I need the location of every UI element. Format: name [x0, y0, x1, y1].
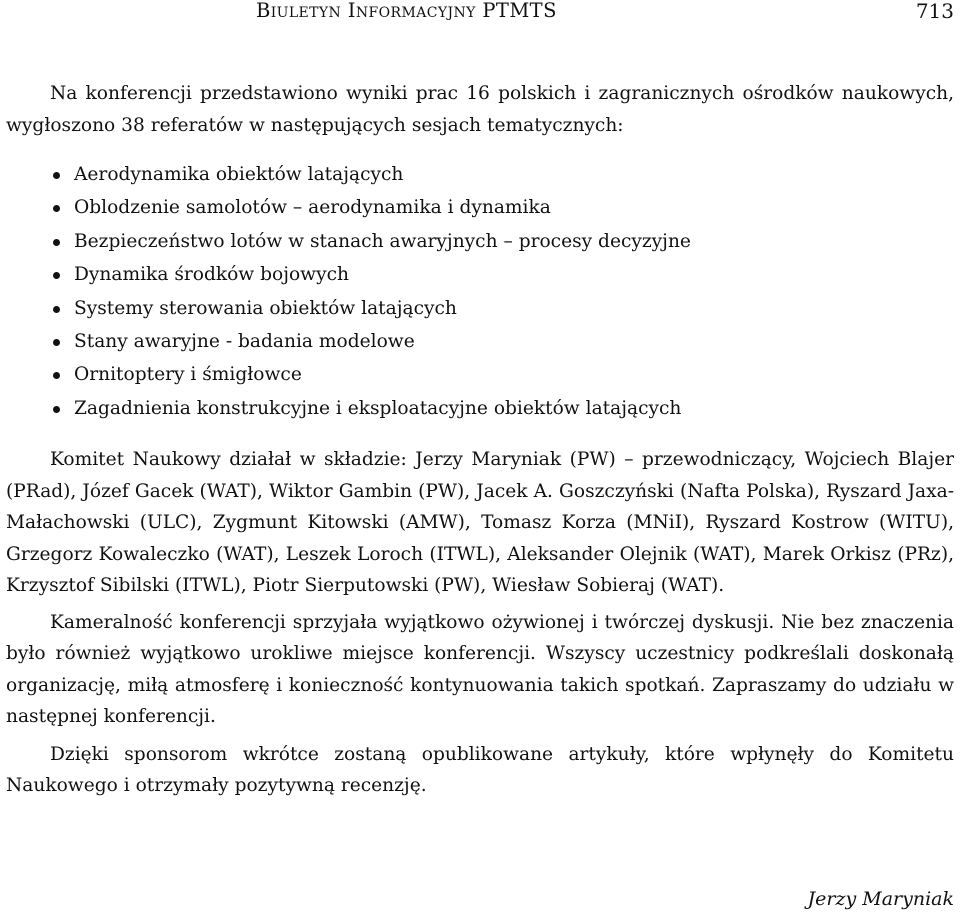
page-number: 713 — [915, 0, 954, 23]
session-topic-list — [6, 158, 954, 425]
session-topic-item — [6, 258, 954, 291]
session-topic-label: Aerodynamika obiektów latających — [74, 164, 404, 185]
bullet-icon — [53, 239, 60, 246]
session-topic-label: Stany awaryjne - badania modelowe — [74, 331, 415, 353]
session-topic-label: Dynamika środków bojowych — [74, 264, 349, 286]
running-header — [6, 0, 954, 26]
session-topic-item — [6, 358, 954, 391]
sponsors-paragraph: Dzięki sponsorom wkrótce zostaną opublikowane artykuły, które wpłynęły do Komitetu Naukowego i otrzymały pozytywną recenzję. — [6, 743, 954, 797]
session-topic-item — [6, 292, 954, 325]
session-topic-label: Oblodzenie samolotów – aerodynamika i dynamika — [74, 197, 551, 219]
committee-paragraph: Komitet Naukowy działał w składzie: Jerzy Maryniak (PW) – przewodniczący, Wojciech Blajer (PRad), Józef Gacek (WAT), Wiktor Gambin (PW), Jacek A. Goszczyński (Nafta Polska), Ryszard Jaxa-Małachowski (ULC), Zygmunt Kitowski (AMW), Tomasz Korza (MNiI), Ryszard Kostrow (WITU), Grzegorz Kowaleczko (WAT), Leszek Loroch (ITWL), Aleksander Olejnik (WAT), Marek Orkisz (PRz), Krzysztof Sibilski (ITWL), Piotr Sierputowski (PW), Wiesław Sobieraj (WAT). — [6, 449, 954, 597]
session-topic-item — [6, 392, 954, 425]
bullet-icon — [53, 406, 60, 413]
session-topic-label: Systemy sterowania obiektów latających — [74, 297, 457, 319]
session-topic-label: Ornitoptery i śmigłowce — [74, 364, 302, 386]
session-topic-item — [6, 158, 954, 191]
session-topic-item — [6, 191, 954, 224]
session-topic-item — [6, 325, 954, 358]
intro-paragraph: Na konferencji przedstawiono wyniki prac 16 polskich i zagranicznych ośrodków naukowych, wygłoszono 38 referatów w następujących sesjach tematycznych: — [6, 83, 954, 136]
author-signature: Jerzy Maryniak — [807, 888, 954, 910]
atmosphere-paragraph: Kameralność konferencji sprzyjała wyjątkowo ożywionej i twórczej dyskusji. Nie bez znaczenia było również wyjątkowo urokliwe miejsce konferencji. Wszyscy uczestnicy podkreślali doskonałą organizację, miłą atmosferę i konieczność kontynuowania takich spotkań. Zapraszamy do udziału w następnej konferencji. — [6, 611, 954, 728]
journal-title: Biuletyn Informacyjny PTMTS — [256, 0, 557, 22]
session-topic-label: Zagadnienia konstrukcyjne i eksploatacyjne obiektów latających — [74, 397, 682, 419]
session-topic-label: Bezpieczeństwo lotów w stanach awaryjnych – procesy decyzyjne — [74, 230, 691, 252]
bullet-icon — [53, 339, 60, 346]
bullet-icon — [53, 272, 60, 279]
bullet-icon — [53, 172, 60, 179]
bullet-icon — [53, 205, 60, 212]
document-page — [6, 0, 954, 910]
session-topic-item — [6, 225, 954, 258]
bullet-icon — [53, 372, 60, 379]
bullet-icon — [53, 306, 60, 313]
